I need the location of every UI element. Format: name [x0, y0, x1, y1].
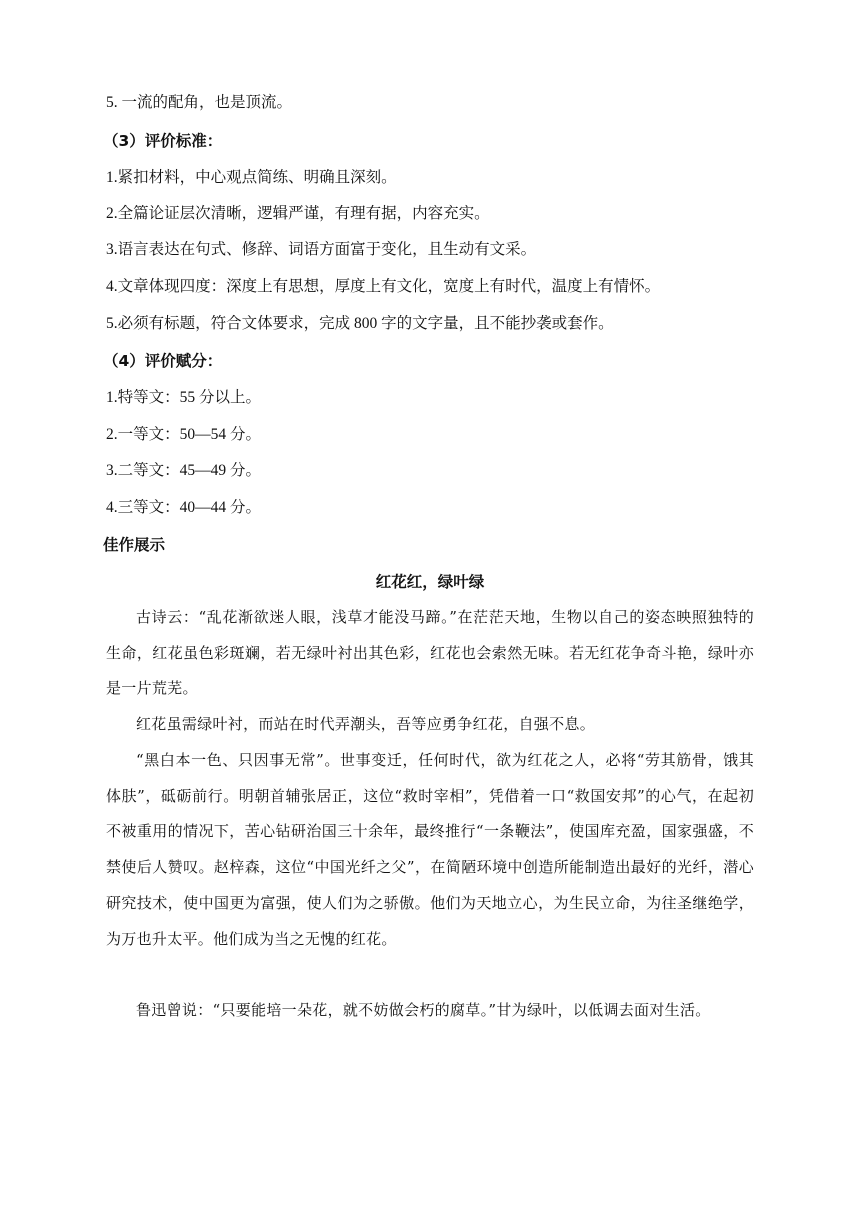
essay-paragraph-2: 红花虽需绿叶衬，而站在时代弄潮头，吾等应勇争红花，自强不息。 — [136, 715, 596, 733]
essay-title: 红花红，绿叶绿 — [375, 573, 485, 591]
section-heading-showcase: 佳作展示 — [103, 536, 166, 554]
scoring-item-4: 4.三等文：40—44 分。 — [106, 499, 262, 516]
scoring-item-2: 2.一等文：50—54 分。 — [106, 426, 262, 443]
section-heading-scoring: （4）评价赋分： — [103, 352, 223, 370]
criteria-item-3: 3.语言表达在句式、修辞、词语方面富于变化，且生动有文采。 — [106, 241, 537, 258]
criteria-item-2: 2.全篇论证层次清晰，逻辑严谨，有理有据，内容充实。 — [106, 205, 490, 222]
list-item: 5. 一流的配角，也是顶流。 — [106, 94, 293, 111]
criteria-item-1: 1.紧扣材料，中心观点简练、明确且深刻。 — [106, 169, 397, 186]
criteria-item-5: 5.必须有标题，符合文体要求，完成 800 字的文字量，且不能抄袭或套作。 — [106, 315, 614, 332]
section-heading-criteria: （3）评价标准： — [103, 132, 223, 150]
scoring-item-3: 3.二等文：45—49 分。 — [106, 462, 262, 479]
essay-paragraph-3: “黑白本一色、只因事无常”。世事变迁，任何时代，欲为红花之人，必将“劳其筋骨，饿其体肤”，砥砺前行。明朝首辅张居正，这位“救时宰相”，凭借着一口“救国安邦”的心气，在起初不被重用的情况下，苦心钻研治国三十余年，最终推行“一条鞭法”，使国库充盈，国家强盛，不禁使后人赞叹。赵梓森，这位“中国光纤之父”，在简陋环境中创造所能制造出最好的光纤，潜心研究技术，使中国更为富强，使人们为之骄傲。他们为天地立心，为生民立命，为往圣继绝学，为万也升太平。他们成为当之无愧的红花。 — [106, 751, 754, 948]
scoring-item-1: 1.特等文：55 分以上。 — [106, 389, 262, 406]
essay-paragraph-1: 古诗云：“乱花渐欲迷人眼，浅草才能没马蹄。”在茫茫天地，生物以自己的姿态映照独特的生命，红花虽色彩斑斓，若无绿叶衬出其色彩，红花也会索然无味。若无红花争奇斗艳，绿叶亦是一片荒芜。 — [106, 608, 754, 698]
essay-paragraph-4: 鲁迅曾说：“只要能培一朵花，就不妨做会朽的腐草。”甘为绿叶，以低调去面对生活。 — [136, 1001, 711, 1019]
criteria-item-4: 4.文章体现四度：深度上有思想，厚度上有文化，宽度上有时代，温度上有情怀。 — [106, 278, 661, 295]
